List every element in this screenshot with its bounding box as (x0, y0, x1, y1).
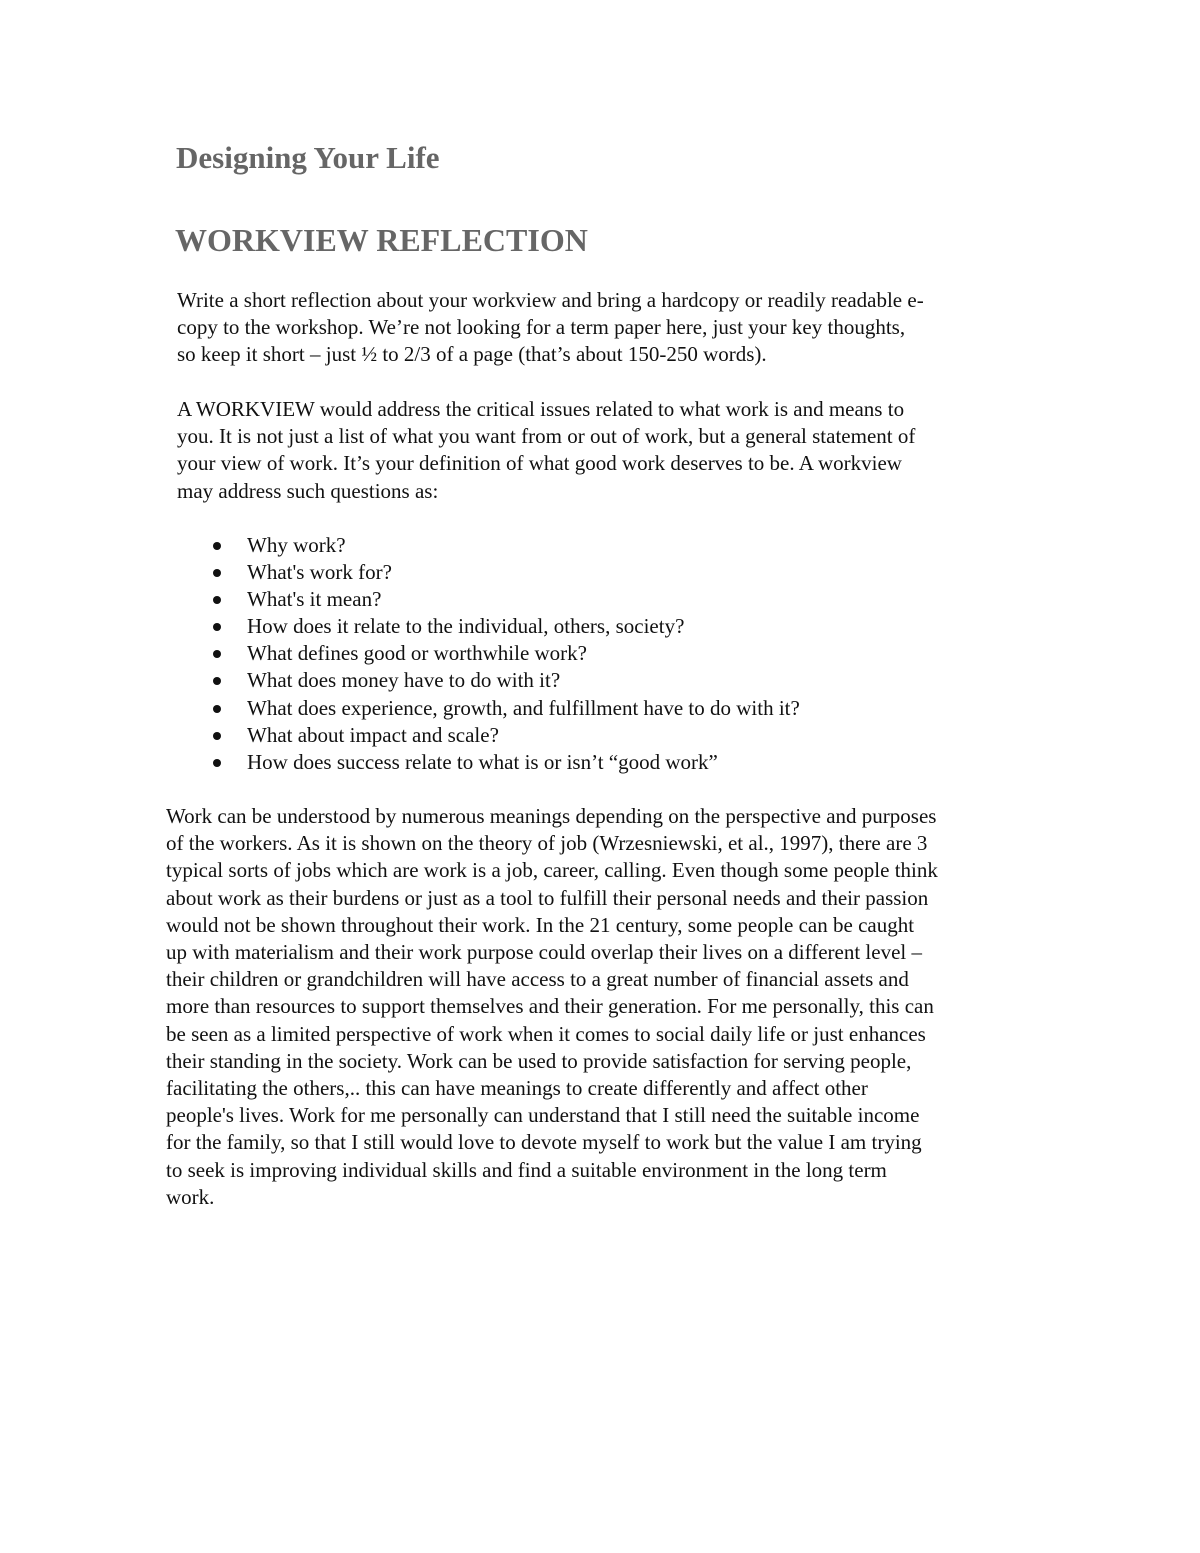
section-heading: WORKVIEW REFLECTION (175, 222, 588, 258)
bullet-icon (213, 569, 221, 577)
list-item (177, 695, 800, 722)
text-line: copy to the workshop. We’re not looking for a term paper here, just your key thoughts, (177, 315, 906, 340)
document-title: Designing Your Life (176, 140, 440, 175)
text-line: Work can be understood by numerous meanings depending on the perspective and purposes (166, 804, 937, 828)
text-line: for the family, so that I still would love to devote myself to work but the value I am trying (166, 1130, 922, 1155)
intro-paragraph (177, 287, 924, 369)
text-line: up with materialism and their work purpose could overlap their lives on a different level – (166, 940, 922, 965)
text-line: their children or grandchildren will have access to a great number of financial assets and (166, 967, 909, 992)
text-line: work. (166, 1184, 215, 1209)
bullet-icon (213, 650, 221, 658)
text-line: about work as their burdens or just as a tool to fulfill their personal needs and their passion (166, 885, 929, 910)
text-line: facilitating the others,.. this can have meanings to create differently and affect other (166, 1076, 868, 1101)
list-item-text: What about impact and scale? (247, 722, 499, 747)
bullet-icon (213, 705, 221, 713)
list-item (177, 586, 800, 613)
list-item (177, 749, 800, 776)
bullet-icon (213, 732, 221, 740)
bullet-icon (213, 596, 221, 604)
text-line: their standing in the society. Work can be used to provide satisfaction for serving people, (166, 1048, 912, 1073)
text-line: be seen as a limited perspective of work when it comes to social daily life or just enhances (166, 1021, 926, 1046)
list-item (177, 667, 800, 694)
text-line: of the workers. As it is shown on the theory of job (Wrzesniewski, et al., 1997), there are 3 (166, 831, 928, 856)
text-line: people's lives. Work for me personally can understand that I still need the suitable income (166, 1103, 920, 1128)
text-line: typical sorts of jobs which are work is a job, career, calling. Even though some people think (166, 858, 938, 883)
text-line: more than resources to support themselves and their generation. For me personally, this can (166, 994, 934, 1019)
list-item-text: How does it relate to the individual, others, society? (247, 614, 685, 639)
list-item-text: What's it mean? (247, 587, 382, 612)
list-item (177, 559, 800, 586)
text-line: would not be shown throughout their work. In the 21 century, some people can be caught (166, 912, 915, 937)
list-item (177, 640, 800, 667)
list-item (177, 722, 800, 749)
bullet-icon (213, 623, 221, 631)
text-line: so keep it short – just ½ to 2/3 of a page (that’s about 150-250 words). (177, 342, 767, 367)
text-line: Write a short reflection about your workview and bring a hardcopy or readily readable e- (177, 288, 924, 312)
text-line: to seek is improving individual skills and find a suitable environment in the long term (166, 1157, 887, 1182)
definition-paragraph (177, 396, 915, 505)
list-item-text: What defines good or worthwhile work? (247, 641, 587, 666)
bullet-icon (213, 759, 221, 767)
questions-list (177, 532, 800, 776)
bullet-icon (213, 542, 221, 550)
list-item-text: How does success relate to what is or isn’t “good work” (247, 749, 718, 774)
list-item-text: What does experience, growth, and fulfillment have to do with it? (247, 695, 800, 720)
text-line: your view of work. It’s your definition of what good work deserves to be. A workview (177, 451, 902, 476)
bullet-icon (213, 677, 221, 685)
list-item-text: What does money have to do with it? (247, 668, 561, 693)
list-item-text: Why work? (247, 533, 346, 557)
list-item (177, 532, 800, 559)
list-item (177, 613, 800, 640)
text-line: you. It is not just a list of what you want from or out of work, but a general statement of (177, 424, 916, 449)
essay-paragraph (166, 803, 938, 1211)
text-line: A WORKVIEW would address the critical issues related to what work is and means to (177, 397, 905, 421)
text-line: may address such questions as: (177, 478, 439, 503)
list-item-text: What's work for? (247, 560, 392, 585)
